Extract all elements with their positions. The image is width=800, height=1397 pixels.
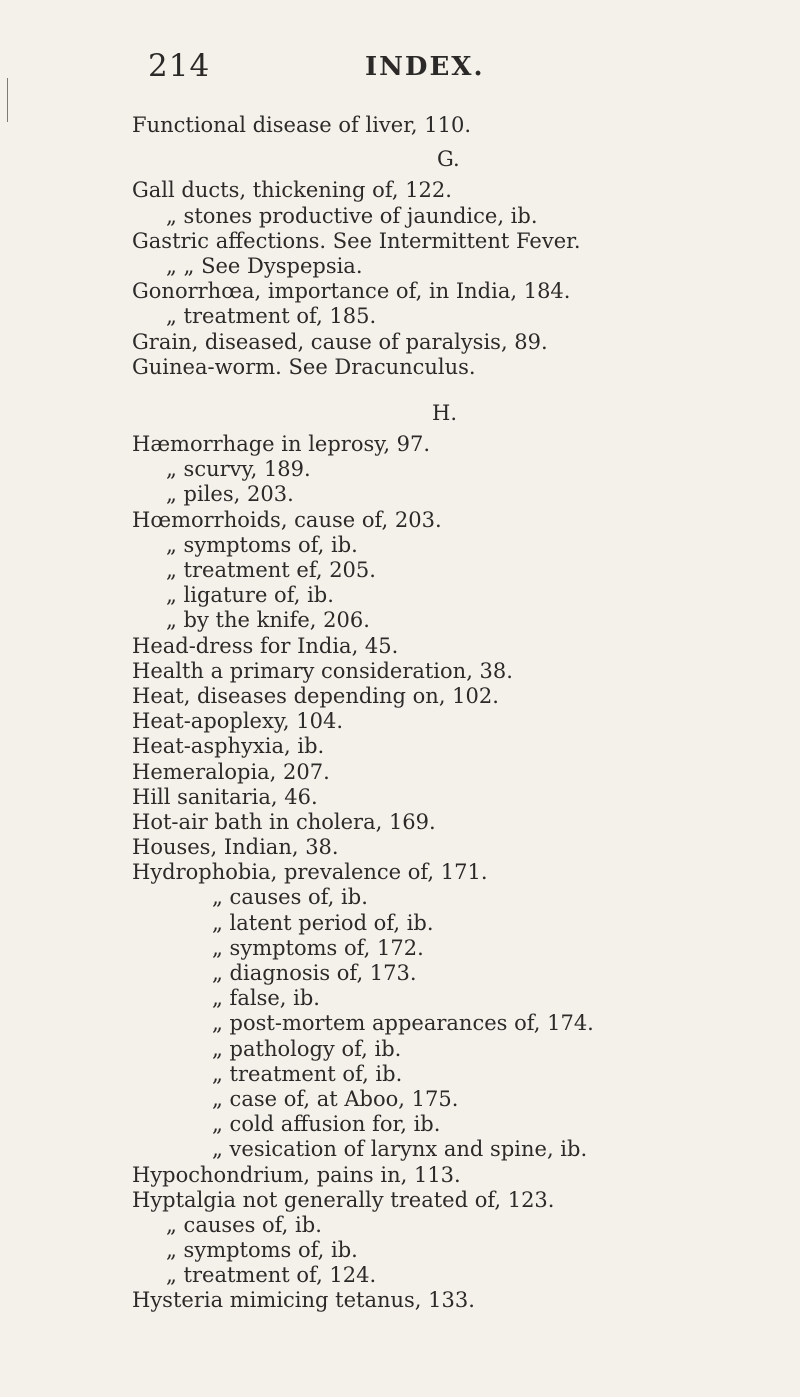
index-subentry: „ post-mortem appearances of, 174. <box>212 1011 594 1036</box>
index-entry: Hypochondrium, pains in, 113. <box>132 1162 461 1187</box>
index-subentry: „ causes of, ib. <box>166 1212 322 1237</box>
index-subentry: „ diagnosis of, 173. <box>212 961 417 985</box>
index-entry: Functional disease of liver, 110. <box>132 113 472 137</box>
index-entry: Hot-air bath in cholera, 169. <box>132 809 436 834</box>
section-letter-h: H. <box>432 400 457 425</box>
index-entry: Guinea-worm. See Dracunculus. <box>132 354 476 379</box>
index-subentry: „ symptoms of, ib. <box>166 532 358 557</box>
index-subentry: „ case of, at Aboo, 175. <box>212 1086 459 1111</box>
index-body <box>132 113 772 1314</box>
index-entry: Houses, Indian, 38. <box>132 835 339 860</box>
running-head: INDEX. <box>365 52 485 82</box>
index-entry: Hemeralopia, 207. <box>132 759 330 784</box>
section-letter-g: G. <box>437 147 460 172</box>
page-number: 214 <box>148 48 211 84</box>
index-entry: Grain, diseased, cause of paralysis, 89. <box>132 329 548 354</box>
page-header <box>0 48 800 88</box>
index-subentry: „ stones productive of jaundice, ib. <box>166 203 538 228</box>
index-subentry: „ piles, 203. <box>166 482 294 507</box>
index-entry: Hysteria mimicing tetanus, 133. <box>132 1288 475 1313</box>
index-entry: Gonorrhœa, importance of, in India, 184. <box>132 279 571 304</box>
index-subentry: „ by the knife, 206. <box>166 608 370 633</box>
index-subentry: „ ligature of, ib. <box>166 583 334 608</box>
index-subentry: „ causes of, ib. <box>212 885 368 910</box>
index-entry: Hæmorrhage in leprosy, 97. <box>132 432 431 457</box>
index-entry: Hill sanitaria, 46. <box>132 784 318 809</box>
index-subentry: „ cold affusion for, ib. <box>212 1112 441 1137</box>
index-subentry: „ pathology of, ib. <box>212 1036 402 1061</box>
index-subentry: „ treatment ef, 205. <box>166 558 376 582</box>
index-entry: Health a primary consideration, 38. <box>132 658 513 683</box>
index-entry: Hyptalgia not generally treated of, 123. <box>132 1187 555 1212</box>
index-entry: Gastric affections. See Intermittent Fever. <box>132 228 581 253</box>
index-subentry: „ latent period of, ib. <box>212 910 434 935</box>
index-subentry: „ treatment of, 185. <box>166 304 377 329</box>
index-subentry: „ symptoms of, ib. <box>166 1238 358 1263</box>
index-entry: Hydrophobia, prevalence of, 171. <box>132 860 488 885</box>
index-subentry: „ treatment of, 124. <box>166 1263 377 1288</box>
index-entry: Heat, diseases depending on, 102. <box>132 683 499 708</box>
index-subentry: „ treatment of, ib. <box>212 1061 403 1086</box>
index-entry: Head-dress for India, 45. <box>132 633 399 658</box>
index-entry: Gall ducts, thickening of, 122. <box>132 178 452 203</box>
index-subentry: „ scurvy, 189. <box>166 457 311 482</box>
index-entry: Heat-asphyxia, ib. <box>132 734 325 759</box>
index-subentry: „ false, ib. <box>212 986 320 1011</box>
index-subentry: „ vesication of larynx and spine, ib. <box>212 1137 588 1162</box>
index-entry: Hœmorrhoids, cause of, 203. <box>132 507 442 532</box>
index-subentry: „ „ See Dyspepsia. <box>166 253 363 278</box>
index-entry: Heat-apoplexy, 104. <box>132 709 344 734</box>
index-subentry: „ symptoms of, 172. <box>212 935 424 960</box>
